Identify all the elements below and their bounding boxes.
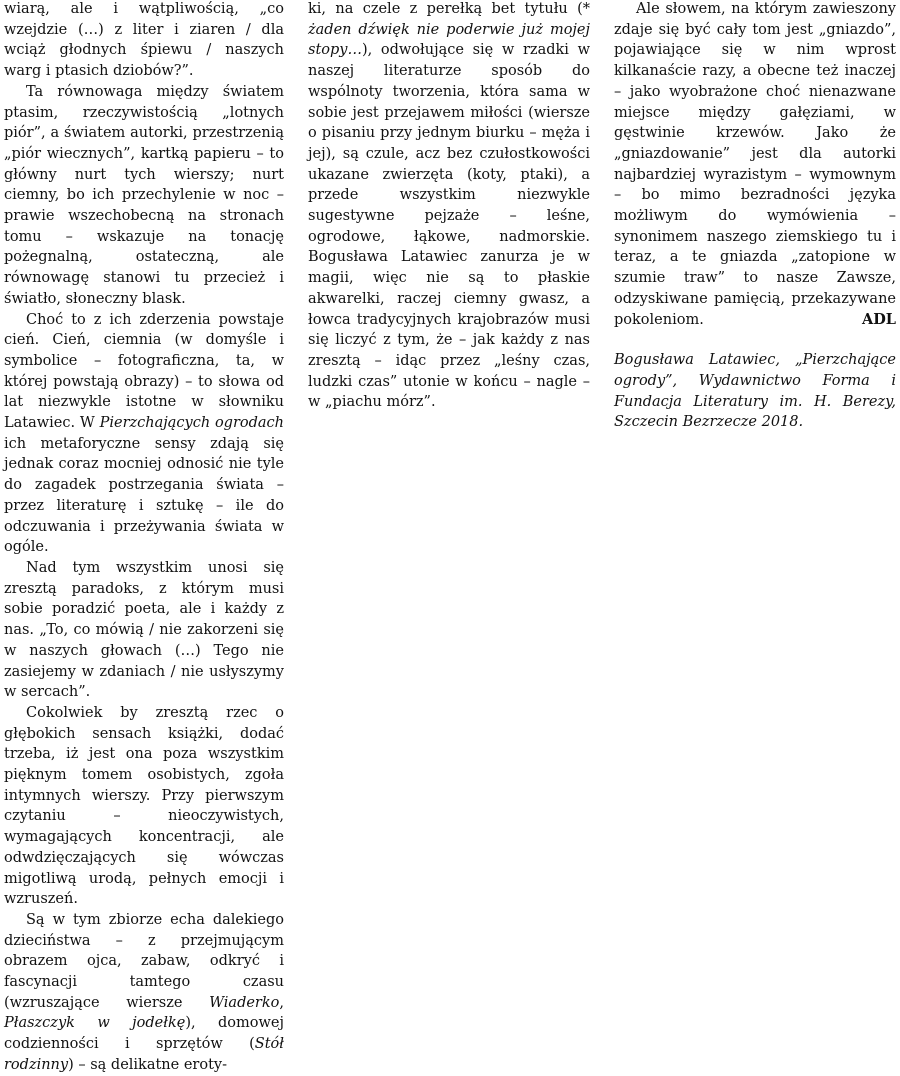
- col2-paragraph: [308, 0, 590, 413]
- column-2: [308, 0, 590, 413]
- column-1: [4, 0, 284, 1076]
- col3-paragraph: [614, 0, 896, 330]
- column-3: [614, 0, 896, 433]
- author-signature: ADL: [861, 310, 896, 328]
- title-italic: * żaden dźwięk nie poderwie już mojej stopy…: [308, 1, 590, 59]
- col1-paragraph: [4, 0, 284, 82]
- title-italic: Stół rodzinny: [4, 1036, 284, 1073]
- text-run: Są w tym zbiorze echa dalekiego dzieciństwa – z przejmującym obrazem ojca, zabaw, odkryć i fascynacji tamtego czasu (wzruszające wiersze: [4, 911, 284, 1011]
- text-run: ), domowej codzienności i sprzętów (: [4, 1015, 284, 1053]
- text-run: Ta równowaga między światem ptasim, rzeczywistością „lotnych piór”, a światem autorki, przestrzenią „piór wiecznych”, kartką papieru – to główny nurt tych wierszy; nurt ciemny, bo ich przechylenie w noc – prawie wszechobecną na stronach tomu – wskazuje na tonację pożegnalną, ostateczną, ale równowagę stanowi tu przecież i światło, słoneczny blask.: [4, 83, 284, 307]
- title-italic: Pierzchających ogrodach: [99, 415, 285, 432]
- title-italic: Wiaderko: [209, 994, 280, 1011]
- col1-paragraph: [4, 558, 284, 703]
- col1-paragraph: [4, 703, 284, 910]
- text-run: Cokolwiek by zresztą rzec o głębokich sensach książki, dodać trzeba, iż jest ona poza wszystkim pięknym tomem osobistych, zgoła intymnych wierszy. Przy pierwszym czytaniu – nieoczywistych, wymagających koncentracji, ale odwdzięczających się wówczas migotliwą urodą, pełnych emocji i wzruszeń.: [4, 704, 284, 908]
- text-run: ich metaforyczne sensy zdają się jednak coraz mocniej odnosić nie tyle do zagadek postrzegania świata – przez literaturę i sztukę – ile do odczuwania i przeżywania świata w ogóle.: [4, 435, 284, 556]
- col1-paragraph: [4, 910, 284, 1076]
- text-run: ) – są delikatne eroty-: [68, 1056, 227, 1073]
- text-run: wiarą, ale i wątpliwością, „co wzejdzie (…) z liter i ziaren / dla wciąż głodnych śpiewu / naszych warg i ptasich dziobów?”.: [4, 1, 284, 80]
- column-3-body: [614, 0, 896, 330]
- col1-paragraph: [4, 82, 284, 310]
- text-run: ki, na czele z perełką bet tytułu (: [308, 1, 583, 17]
- text-run: Nad tym wszystkim unosi się zresztą paradoks, z którym musi sobie poradzić poeta, ale i każdy z nas. „To, co mówią / nie zakorzeni się w naszych głowach (…) Tego nie zasiejemy w zdaniach / nie usłyszymy w sercach”.: [4, 559, 284, 701]
- text-run: ,: [279, 994, 284, 1011]
- book-source-note: Bogusława Latawiec, „Pierzchające ogrody”, Wydawnictwo Forma i Fundacja Literatury im. H. Berezy, Szczecin Bezrzecze 2018.: [614, 352, 896, 431]
- text-run: Choć to z ich zderzenia powstaje cień. Cień, ciemnia (w domyśle i symbolice – fotograficzna, ta, w której powstają obrazy) – to słowa od lat niezwykle istotne w słowniku Latawiec. W: [4, 311, 284, 432]
- title-italic: Płaszczyk w jodełkę: [4, 1015, 186, 1032]
- text-run: ), odwołujące się w rzadki w naszej literaturze sposób do wspólnoty tworzenia, która sama w sobie jest przejawem miłości (wiersze o pisaniu przy jednym biurku – męża i jej), są czule, acz bez czułostkowości ukazane zwierzęta (koty, ptaki), a przede wszystkim niezwykle sugestywne pejzaże – leśne, ogrodowe, łąkowe, nadmorskie. Bogusława Latawiec zanurza je w magii, więc nie są to płaskie akwarelki, raczej ciemny gwasz, a łowca tradycyjnych krajobrazów musi się liczyć z tym, że – jak każdy z nas zresztą – idąc przez „leśny czas, ludzki czas” utonie w końcu – nagle – w „piachu mórz”.: [308, 42, 590, 411]
- col1-paragraph: [4, 310, 284, 558]
- text-run: Ale słowem, na którym zawieszony zdaje się być cały tom jest „gniazdo”, pojawiające się w nim wprost kilkanaście razy, a obecne też inaczej – jako wyobrażone choć nienazwane miejsce między gałęziami, w gęstwinie krzewów. Jako że „gniazdowanie” jest dla autorki najbardziej wyrazistym – wymownym – bo mimo bezradności języka możliwym do wymówienia – synonimem naszego ziemskiego tu i teraz, a te gniazda „zatopione w szumie traw” to nasze Zawsze, odzyskiwane pamięcią, przekazywane pokoleniom.: [614, 1, 896, 328]
